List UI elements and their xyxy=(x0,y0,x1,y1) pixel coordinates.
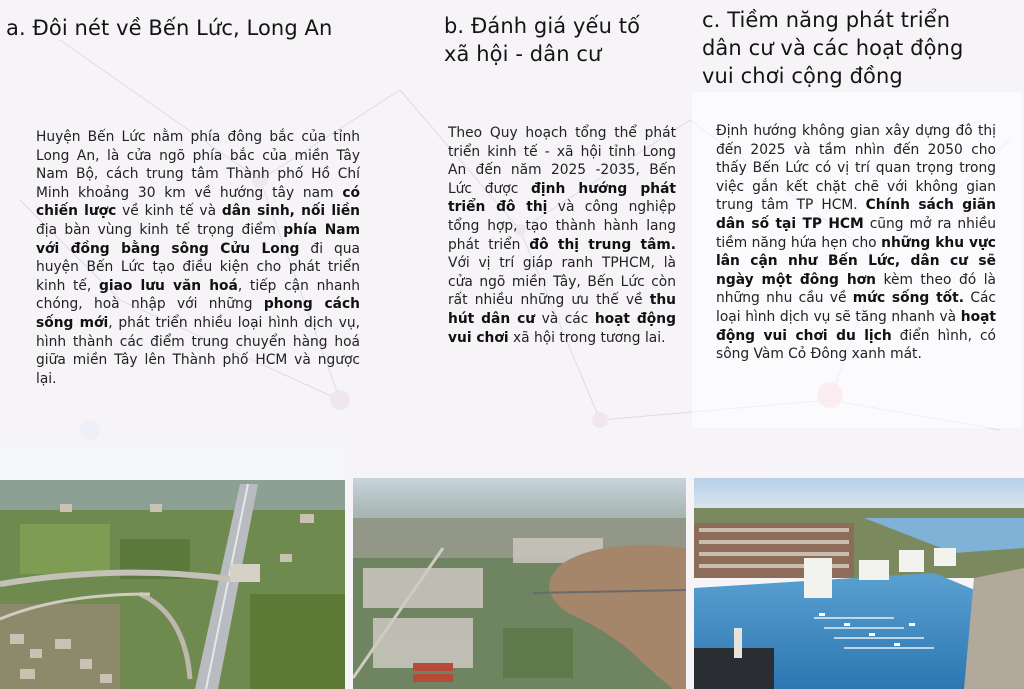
section-c-heading-line1: c. Tiềm năng phát triển xyxy=(702,8,951,32)
emphasis-text: có chiến lược xyxy=(36,184,360,220)
emphasis-text: đô thị trung tâm. xyxy=(529,236,676,253)
body-text: xã hội trong tương lai. xyxy=(508,329,666,346)
body-text: Với vị trí giáp ranh TPHCM, là cửa ngõ miền Tây, Bến Lức còn rất nhiều những ưu thế về xyxy=(448,255,676,309)
body-text: , tiếp cận nhanh chóng, hoà nhập với những xyxy=(36,277,360,313)
body-text: Định hướng không gian xây dựng đô thị đến 2025 và tầm nhìn đến 2050 cho thấy Bến Lức có vị trí quan trọng trong việc gắn kết chặt chẽ với không gian trung tâm TP HCM. xyxy=(716,123,996,214)
section-c-heading-line2: dân cư và các hoạt động xyxy=(702,36,964,60)
emphasis-text: mức sống tốt. xyxy=(852,290,964,307)
body-text: và công nghiệp tổng hợp, tạo thành hành lang phát triển xyxy=(448,199,676,253)
emphasis-text: hoạt động vui chơi xyxy=(448,310,676,346)
emphasis-text: phía Nam với đồng bằng sông Cửu Long xyxy=(36,221,360,257)
body-text: Theo Quy hoạch tổng thể phát triển kinh tế - xã hội tỉnh Long An đến năm 2025 -2035, Bến Lức được xyxy=(448,125,676,197)
body-text: Các loại hình dịch vụ sẽ tăng nhanh và xyxy=(716,290,996,325)
body-text: điển hình, có sông Vàm Cỏ Đông xanh mát. xyxy=(716,327,996,363)
body-text: , phát triển nhiều loại hình dịch vụ, hình thành các điểm trung chuyển hàng hoá giữa miền Tây lên Thành phố HCM và ngược lại. xyxy=(36,314,361,387)
body-text: địa bàn vùng kinh tế trọng điểm xyxy=(36,221,284,238)
emphasis-text: định hướng phát triển đô thị xyxy=(448,180,676,216)
section-c-body xyxy=(716,122,996,364)
section-a-body xyxy=(36,128,360,388)
section-c-heading xyxy=(702,6,1022,90)
emphasis-text: hoạt động vui chơi du lịch xyxy=(716,308,996,344)
section-c-heading-line3: vui chơi cộng đồng xyxy=(702,64,903,88)
body-text: Huyện Bến Lức nằm phía đông bắc của tỉnh Long An, là cửa ngõ phía bắc của miền Tây Nam Bộ, cách trung tâm Thành phố Hồ Chí Minh khoảng 30 km về hướng tây nam xyxy=(36,129,360,201)
emphasis-text: những khu vực lân cận như Bến Lức, dân cư sẽ ngày một đông hơn xyxy=(716,234,996,288)
emphasis-text: giao lưu văn hoá xyxy=(98,277,238,294)
emphasis-text: phong cách sống mới xyxy=(36,296,360,331)
emphasis-text: thu hút dân cư xyxy=(448,292,676,327)
photo-highway-aerial xyxy=(0,444,345,689)
emphasis-text: Chính sách giãn dân số tại TP HCM xyxy=(716,197,996,232)
body-text: cũng mở ra nhiều tiềm năng hứa hẹn cho xyxy=(716,215,996,251)
photo-waterfront-render xyxy=(694,478,1024,689)
section-b-heading xyxy=(444,12,684,68)
section-b-heading-line1: b. Đánh giá yếu tố xyxy=(444,14,641,38)
section-b-heading-line2: xã hội - dân cư xyxy=(444,42,602,66)
section-a-heading: a. Đôi nét về Bến Lức, Long An xyxy=(6,16,333,40)
body-text: đi qua huyện Bến Lức tạo điều kiện cho phát triển kinh tế, xyxy=(36,240,360,294)
section-b-body xyxy=(448,124,676,347)
body-text: kèm theo đó là những nhu cầu về xyxy=(716,271,996,307)
body-text: và các xyxy=(535,310,595,327)
emphasis-text: dân sinh, nối liền xyxy=(221,203,361,220)
body-text: về kinh tế và xyxy=(116,203,222,220)
photo-river-town xyxy=(353,478,686,689)
